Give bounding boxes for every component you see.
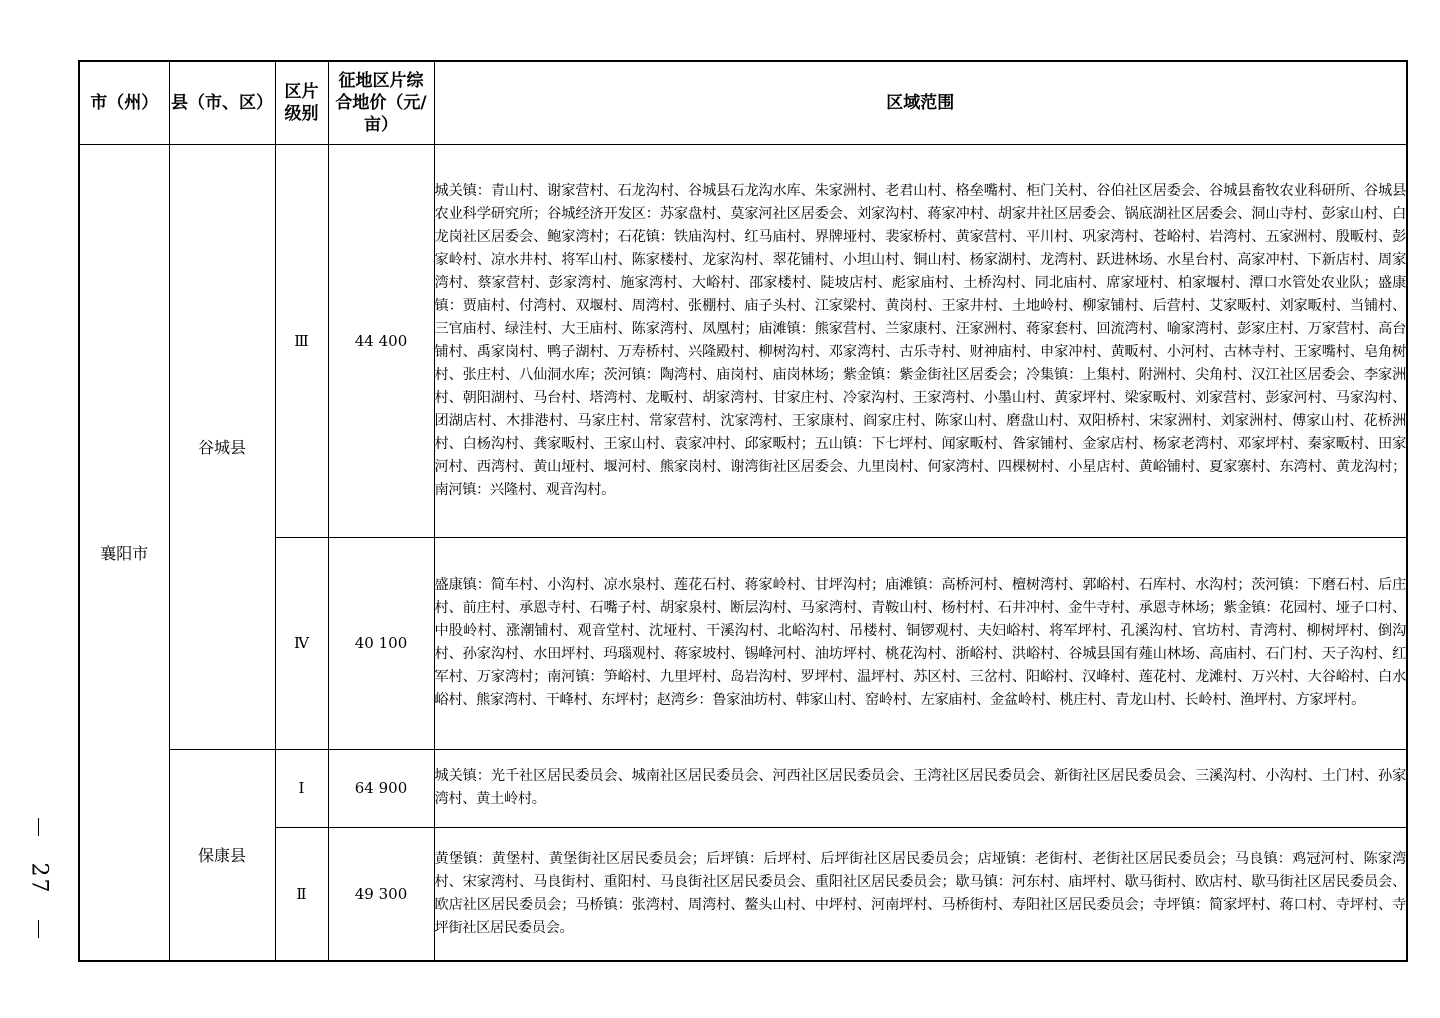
city-cell: 襄阳市	[79, 144, 169, 961]
level-cell: Ⅲ	[275, 144, 328, 537]
level-cell: Ⅰ	[275, 749, 328, 827]
header-city: 市（州）	[79, 61, 169, 144]
table-row	[79, 537, 1407, 749]
county-cell-gucheng: 谷城县	[169, 144, 275, 749]
page-number-dash-top	[38, 818, 39, 836]
page-number-dash-bottom	[38, 920, 39, 938]
page-number	[14, 818, 64, 938]
price-cell: 44 400	[328, 144, 434, 537]
header-level: 区片级别	[275, 61, 328, 144]
header-county: 县（市、区）	[169, 61, 275, 144]
price-cell: 40 100	[328, 537, 434, 749]
header-price: 征地区片综合地价（元/亩）	[328, 61, 434, 144]
price-cell: 49 300	[328, 827, 434, 961]
range-cell: 盛康镇：简车村、小沟村、凉水泉村、莲花石村、蒋家岭村、甘坪沟村；庙滩镇：高桥河村、檀树湾村、郭峪村、石库村、水沟村；茨河镇：下磨石村、后庄村、前庄村、承恩寺村、石嘴子村、胡家泉村、断层沟村、马家湾村、青鞍山村、杨村村、石井冲村、金牛寺村、承恩寺林场；紫金镇：花园村、垭子口村、中股岭村、涨潮铺村、观音堂村、沈垭村、干溪沟村、北峪沟村、吊楼村、铜锣观村、夫妇峪村、将军坪村、孔溪沟村、官坊村、青湾村、柳树坪村、倒沟村、孙家沟村、水田坪村、玛瑙观村、蒋家坡村、锡峰河村、油坊坪村、桃花沟村、浙峪村、洪峪村、谷城县国有薤山林场、高庙村、石门村、天子沟村、红军村、万家湾村；南河镇：笋峪村、九里坪村、岛岩沟村、罗坪村、温坪村、苏区村、三岔村、阳峪村、汉峰村、莲花村、龙滩村、万兴村、大谷峪村、白水峪村、熊家湾村、干峰村、东坪村；赵湾乡：鲁家油坊村、韩家山村、窑岭村、左家庙村、金盆岭村、桃庄村、青龙山村、长岭村、渔坪村、方家坪村。	[434, 537, 1407, 749]
price-cell: 64 900	[328, 749, 434, 827]
land-price-table	[78, 60, 1408, 962]
level-cell: Ⅱ	[275, 827, 328, 961]
header-row	[79, 61, 1407, 144]
county-cell-baokang: 保康县	[169, 749, 275, 961]
table-row	[79, 827, 1407, 961]
header-range: 区域范围	[434, 61, 1407, 144]
table-row	[79, 749, 1407, 827]
range-cell: 城关镇：青山村、谢家营村、石龙沟村、谷城县石龙沟水库、朱家洲村、老君山村、格垒嘴村、柜门关村、谷伯社区居委会、谷城县畜牧农业科研所、谷城县农业科学研究所；谷城经济开发区：苏家盘村、莫家河社区居委会、刘家沟村、蒋家冲村、胡家井社区居委会、锅底湖社区居委会、洞山寺村、彭家山村、白龙岗社区居委会、鲍家湾村；石花镇：铁庙沟村、红马庙村、界牌垭村、裴家桥村、黄家营村、平川村、巩家湾村、苍峪村、岩湾村、五家洲村、殷畈村、彭家岭村、凉水井村、将军山村、陈家楼村、龙家沟村、翠花铺村、小坦山村、铜山村、杨家湖村、龙湾村、跃进林场、水星台村、高家冲村、下新店村、周家湾村、蔡家营村、彭家湾村、施家湾村、大峪村、邵家楼村、陡坡店村、彪家庙村、土桥沟村、同北庙村、席家垭村、柏家堰村、潭口水管处农业队；盛康镇：贾庙村、付湾村、双堰村、周湾村、张棚村、庙子头村、江家梁村、黄岗村、王家井村、土地岭村、柳家铺村、后营村、艾家畈村、刘家畈村、当铺村、三官庙村、绿洼村、大王庙村、陈家湾村、凤凰村；庙滩镇：熊家营村、兰家康村、汪家洲村、蒋家套村、回流湾村、喻家湾村、彭家庄村、万家营村、高台铺村、禹家岗村、鸭子湖村、万寿桥村、兴隆殿村、柳树沟村、邓家湾村、古乐寺村、财神庙村、申家冲村、黄畈村、小河村、古林寺村、王家嘴村、皂角树村、张庄村、八仙洞水库；茨河镇：陶湾村、庙岗村、庙岗林场；紫金镇：紫金街社区居委会；冷集镇：上集村、附洲村、尖角村、汉江社区居委会、李家洲村、朝阳湖村、马台村、塔湾村、龙畈村、胡家湾村、甘家庄村、冷家沟村、王家湾村、小墨山村、黄家坪村、梁家畈村、刘家营村、彭家河村、马家沟村、团湖店村、木排港村、马家庄村、常家营村、沈家湾村、王家康村、阎家庄村、陈家山村、磨盘山村、双阳桥村、宋家洲村、刘家洲村、傅家山村、花桥洲村、白杨沟村、龚家畈村、王家山村、袁家冲村、邱家畈村；五山镇：下七坪村、闻家畈村、昝家铺村、金家店村、杨家老湾村、邓家坪村、秦家畈村、田家河村、西湾村、黄山垭村、堰河村、熊家岗村、谢湾街社区居委会、九里岗村、何家湾村、四棵树村、小星店村、黄峪铺村、夏家寨村、东湾村、黄龙沟村；南河镇：兴隆村、观音沟村。	[434, 144, 1407, 537]
level-cell: Ⅳ	[275, 537, 328, 749]
table-row	[79, 144, 1407, 537]
range-cell: 黄堡镇：黄堡村、黄堡街社区居民委员会；后坪镇：后坪村、后坪街社区居民委员会；店垭镇：老街村、老街社区居民委员会；马良镇：鸡冠河村、陈家湾村、宋家湾村、马良街村、重阳村、马良街社区居民委员会、重阳社区居民委员会；歇马镇：河东村、庙坪村、歇马街村、欧店村、歇马街社区居民委员会、欧店社区居民委员会；马桥镇：张湾村、周湾村、鳌头山村、中坪村、河南坪村、马桥街村、寿阳社区居民委员会；寺坪镇：简家坪村、蒋口村、寺坪村、寺坪街社区居民委员会。	[434, 827, 1407, 961]
page-number-text: 27	[26, 862, 52, 894]
range-cell: 城关镇：光千社区居民委员会、城南社区居民委员会、河西社区居民委员会、王湾社区居民委员会、新街社区居民委员会、三溪沟村、小沟村、土门村、孙家湾村、黄土岭村。	[434, 749, 1407, 827]
